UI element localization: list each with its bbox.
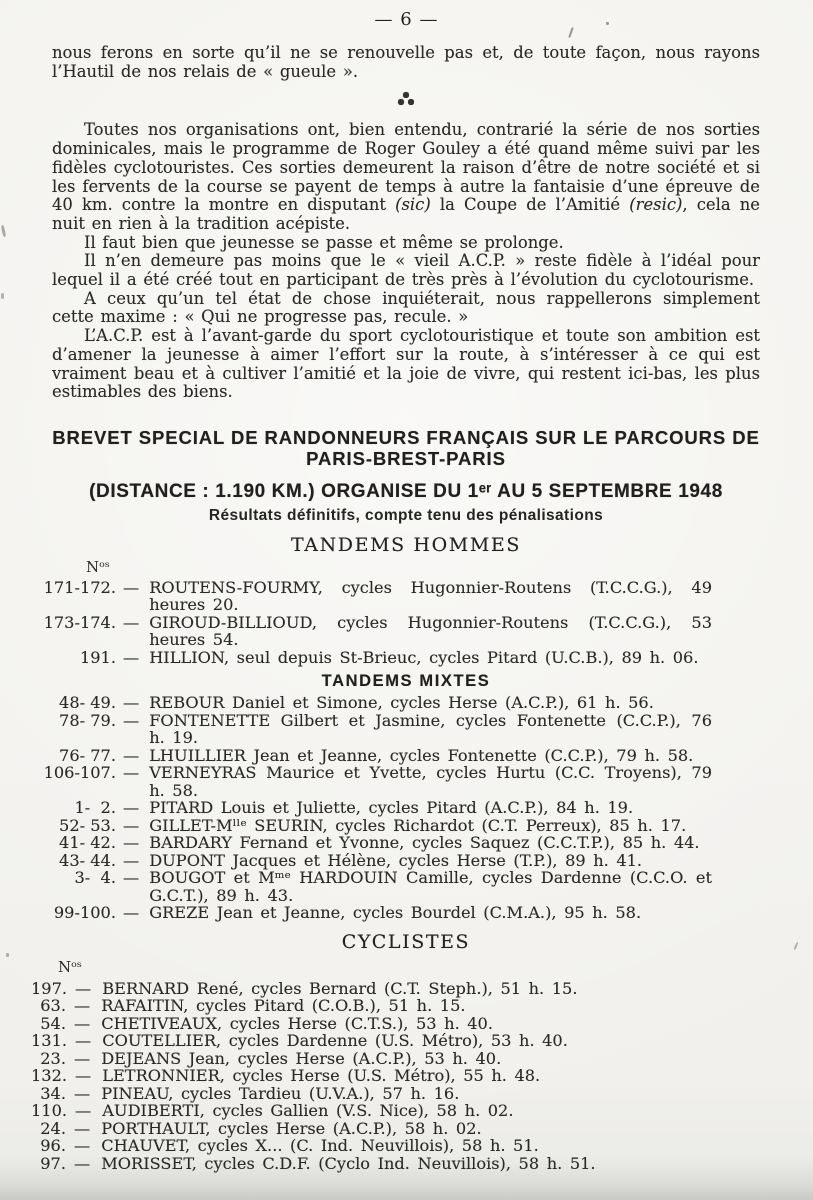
- text-run: , cela ne nuit en rien à la tradition acépiste.: [52, 195, 760, 233]
- rider-number: 191.: [79, 647, 116, 667]
- dash-separator: —: [123, 745, 140, 765]
- rider-result: BERNARD René, cycles Bernard (C.T. Steph.), 51 h. 15.: [102, 978, 578, 998]
- brevet-title: [52, 427, 760, 470]
- result-row: [31, 1015, 760, 1033]
- rider-result: MORISSET, cycles C.D.F. (Cyclo Ind. Neuvillois), 58 h. 51.: [101, 1153, 596, 1173]
- dash-separator: —: [74, 996, 91, 1016]
- results-subtitle: Résultats définitifs, compte tenu des pénalisations: [208, 506, 604, 524]
- result-row: [40, 747, 760, 765]
- rider-number: 132.: [31, 1066, 68, 1086]
- ornament-dot: [403, 92, 409, 98]
- rider-result: GIROUD-BILLIOUD, cycles Hugonnier-Routens (T.C.C.G.), 53 heures 54.: [149, 612, 712, 650]
- rider-number: 1- 2.: [74, 798, 116, 818]
- dash-separator: —: [75, 1066, 92, 1086]
- rider-result: HILLION, seul depuis St-Brieuc, cycles Pitard (U.C.B.), 89 h. 06.: [149, 647, 699, 667]
- rider-number: 43- 44.: [59, 850, 116, 870]
- rider-result: ROUTENS-FOURMY, cycles Hugonnier-Routens (T.C.C.G.), 49 heures 20.: [149, 577, 712, 615]
- numbers-column-label: Nᵒˢ: [58, 957, 82, 976]
- result-row: [31, 1085, 760, 1103]
- rider-result: FONTENETTE Gilbert et Jasmine, cycles Fontenette (C.C.P.), 76 h. 19.: [149, 710, 712, 748]
- rider-number: 78- 79.: [59, 710, 116, 730]
- text-run: Il n’en demeure pas moins que le « vieil A.C.P. » reste fidèle à l’idéal pour lequel il a été créé tout en participant de très près à l’évolution du cyclotourisme.: [52, 251, 760, 290]
- rider-number: 3- 4.: [74, 868, 116, 888]
- rider-number: 197.: [31, 978, 68, 998]
- brevet-title-line1: BREVET SPECIAL DE RANDONNEURS FRANÇAIS SUR LE PARCOURS DE: [52, 426, 760, 448]
- text-run: L’A.C.P. est à l’avant-garde du sport cyclotouristique et toute son ambition est d’amener la jeunesse à aimer l’effort sur la route, à s’intéresser à ce qui est vraiment beau et à cultiver l’amitié et la joie de vivre, qui restent ici-bas, les plus estimables des biens.: [52, 326, 760, 402]
- rider-result: VERNEYRAS Maurice et Yvette, cycles Hurtu (C.C. Troyens), 79 h. 58.: [149, 763, 712, 800]
- rider-result: CHETIVEAUX, cycles Herse (C.T.S.), 53 h. 40.: [101, 1013, 494, 1033]
- results-list-cyclistes: [31, 980, 760, 1173]
- rider-number: 110.: [31, 1101, 68, 1121]
- dash-separator: —: [75, 978, 92, 998]
- result-row: [31, 1137, 760, 1155]
- section-heading-cyclistes: CYCLISTES: [341, 930, 471, 953]
- results-list-tandems-hommes: [40, 579, 760, 667]
- result-row: [31, 1050, 760, 1068]
- rider-number: 171-172.: [43, 577, 116, 597]
- asterism-divider-icon: [396, 92, 416, 106]
- italic-text-run: (sic): [395, 195, 431, 215]
- rider-result: PORTHAULT, cycles Herse (A.C.P.), 58 h. 02.: [101, 1118, 482, 1138]
- ornament-dot: [408, 99, 414, 105]
- italic-text-run: (resic): [629, 195, 683, 215]
- rider-result: REBOUR Daniel et Simone, cycles Herse (A.C.P.), 61 h. 56.: [149, 693, 654, 713]
- rider-result: DEJEANS Jean, cycles Herse (A.C.P.), 53 h. 40.: [101, 1048, 502, 1068]
- numbers-column-label: Nᵒˢ: [86, 557, 110, 576]
- result-row: [40, 852, 760, 870]
- rider-number: 34.: [40, 1083, 66, 1103]
- section-tandems-mixtes: [43, 672, 760, 923]
- dash-separator: —: [123, 763, 140, 783]
- section-tandems-hommes: [43, 533, 760, 667]
- rider-number: 54.: [40, 1013, 66, 1033]
- rider-number: 52- 53.: [59, 815, 116, 835]
- section-cyclistes: [31, 930, 760, 1173]
- text-run: Il faut bien que jeunesse se passe et même se prolonge.: [84, 232, 564, 252]
- intro-paragraph: [52, 121, 760, 233]
- result-row: [31, 1155, 760, 1173]
- rider-number: 24.: [40, 1118, 66, 1138]
- dash-separator: —: [123, 903, 140, 923]
- section-heading-tandems-hommes: TANDEMS HOMMES: [291, 533, 521, 556]
- rider-number: 76- 77.: [59, 745, 116, 765]
- intro-paragraph: [52, 327, 760, 402]
- intro-paragraph: [52, 44, 760, 81]
- rider-result: BOUGOT et Mᵐᵉ HARDOUIN Camille, cycles Dardenne (C.C.O. et G.C.T.), 89 h. 43.: [149, 868, 712, 905]
- dash-separator: —: [123, 577, 140, 597]
- rider-number: 41- 42.: [59, 833, 116, 853]
- rider-result: PITARD Louis et Juliette, cycles Pitard (A.C.P.), 84 h. 19.: [149, 798, 634, 818]
- rider-result: BARDARY Fernand et Yvonne, cycles Saquez (C.C.T.P.), 85 h. 44.: [149, 833, 700, 853]
- result-row: [40, 904, 760, 922]
- dash-separator: —: [74, 1153, 91, 1173]
- rider-result: CHAUVET, cycles X... (C. Ind. Neuvillois), 58 h. 51.: [101, 1136, 539, 1156]
- dash-separator: —: [123, 693, 140, 713]
- result-row: [40, 817, 760, 835]
- result-row: [31, 997, 760, 1015]
- rider-number: 99-100.: [53, 903, 116, 923]
- result-row: [40, 764, 760, 799]
- result-row: [31, 1032, 760, 1050]
- result-row: [40, 579, 760, 614]
- rider-result: LETRONNIER, cycles Herse (U.S. Métro), 55 h. 48.: [102, 1066, 541, 1086]
- dash-separator: —: [74, 1083, 91, 1103]
- rider-result: RAFAITIN, cycles Pitard (C.O.B.), 51 h. 15.: [101, 996, 466, 1016]
- dash-separator: —: [123, 833, 140, 853]
- ornament-dot: [398, 99, 404, 105]
- dash-separator: —: [123, 815, 140, 835]
- rider-number: 23.: [40, 1048, 66, 1068]
- result-row: [40, 834, 760, 852]
- dash-separator: —: [123, 612, 140, 632]
- result-row: [40, 799, 760, 817]
- rider-result: PINEAU, cycles Tardieu (U.V.A.), 57 h. 16.: [101, 1083, 460, 1103]
- dash-separator: —: [123, 798, 140, 818]
- text-run: la Coupe de l’Amitié: [430, 195, 630, 215]
- rider-number: 96.: [40, 1136, 66, 1156]
- text-run: Toutes nos organisations ont, bien entendu, contrarié la série de nos sorties dominicales, mais le programme de Roger Gouley a été quand même suivi par les fidèles cyclotouristes. Ces sorties demeurent la raison d’être de notre société et si les fervents de la course se payent de temps à autre la fantaisie d’une épreuve de 40 km. contre la montre en disputant: [52, 120, 760, 215]
- dash-separator: —: [123, 710, 140, 730]
- rider-number: 97.: [40, 1153, 66, 1173]
- page-number: — 6 —: [374, 9, 439, 30]
- distance-line: (DISTANCE : 1.190 KM.) ORGANISE DU 1ᵉʳ AU 5 SEPTEMBRE 1948: [89, 480, 723, 502]
- text-run: nous ferons en sorte qu’il ne se renouvelle pas et, de toute façon, nous rayons l’Hautil de nos relais de « gueule ».: [52, 43, 760, 81]
- dash-separator: —: [75, 1101, 92, 1121]
- rider-number: 131.: [31, 1031, 68, 1051]
- rider-number: 48- 49.: [59, 693, 116, 713]
- brevet-title-line2: PARIS-BREST-PARIS: [306, 448, 506, 470]
- scan-artifact: [1, 293, 4, 299]
- rider-result: COUTELLIER, cycles Dardenne (U.S. Métro), 53 h. 40.: [102, 1031, 568, 1051]
- results-list-tandems-mixtes: [40, 694, 760, 922]
- rider-result: LHUILLIER Jean et Jeanne, cycles Fontenette (C.C.P.), 79 h. 58.: [149, 745, 694, 765]
- dash-separator: —: [74, 1118, 91, 1138]
- rider-number: 63.: [40, 996, 66, 1016]
- result-row: [31, 980, 760, 998]
- result-row: [40, 694, 760, 712]
- dash-separator: —: [123, 647, 140, 667]
- rider-number: 106-107.: [43, 763, 116, 783]
- page-content: [0, 44, 813, 1172]
- scan-artifact: [6, 953, 9, 957]
- intro-paragraph: [52, 252, 760, 289]
- rider-result: GREZE Jean et Jeanne, cycles Bourdel (C.M.A.), 95 h. 58.: [149, 903, 642, 923]
- text-run: A ceux qu’un tel état de chose inquiéterait, nous rappellerons simplement cette maxime : « Qui ne progresse pas, recule. »: [52, 288, 760, 327]
- dash-separator: —: [74, 1136, 91, 1156]
- result-row: [31, 1067, 760, 1085]
- scan-artifact: [606, 22, 609, 25]
- section-heading-tandems-mixtes: TANDEMS MIXTES: [321, 672, 491, 691]
- dash-separator: —: [75, 1031, 92, 1051]
- result-row: [31, 1102, 760, 1120]
- rider-result: DUPONT Jacques et Hélène, cycles Herse (T.P.), 89 h. 41.: [149, 850, 643, 870]
- result-row: [40, 649, 760, 667]
- dash-separator: —: [123, 850, 140, 870]
- result-row: [40, 614, 760, 649]
- intro-paragraph: [52, 290, 760, 327]
- result-row: [40, 869, 760, 904]
- dash-separator: —: [74, 1048, 91, 1068]
- result-row: [31, 1120, 760, 1138]
- rider-result: AUDIBERTI, cycles Gallien (V.S. Nice), 58 h. 02.: [102, 1101, 514, 1121]
- dash-separator: —: [74, 1013, 91, 1033]
- rider-result: GILLET-Mˡˡᵉ SEURIN, cycles Richardot (C.T. Perreux), 85 h. 17.: [149, 815, 687, 835]
- dash-separator: —: [123, 868, 140, 888]
- rider-number: 173-174.: [43, 612, 116, 632]
- intro-paragraph: [52, 234, 760, 253]
- result-row: [40, 712, 760, 747]
